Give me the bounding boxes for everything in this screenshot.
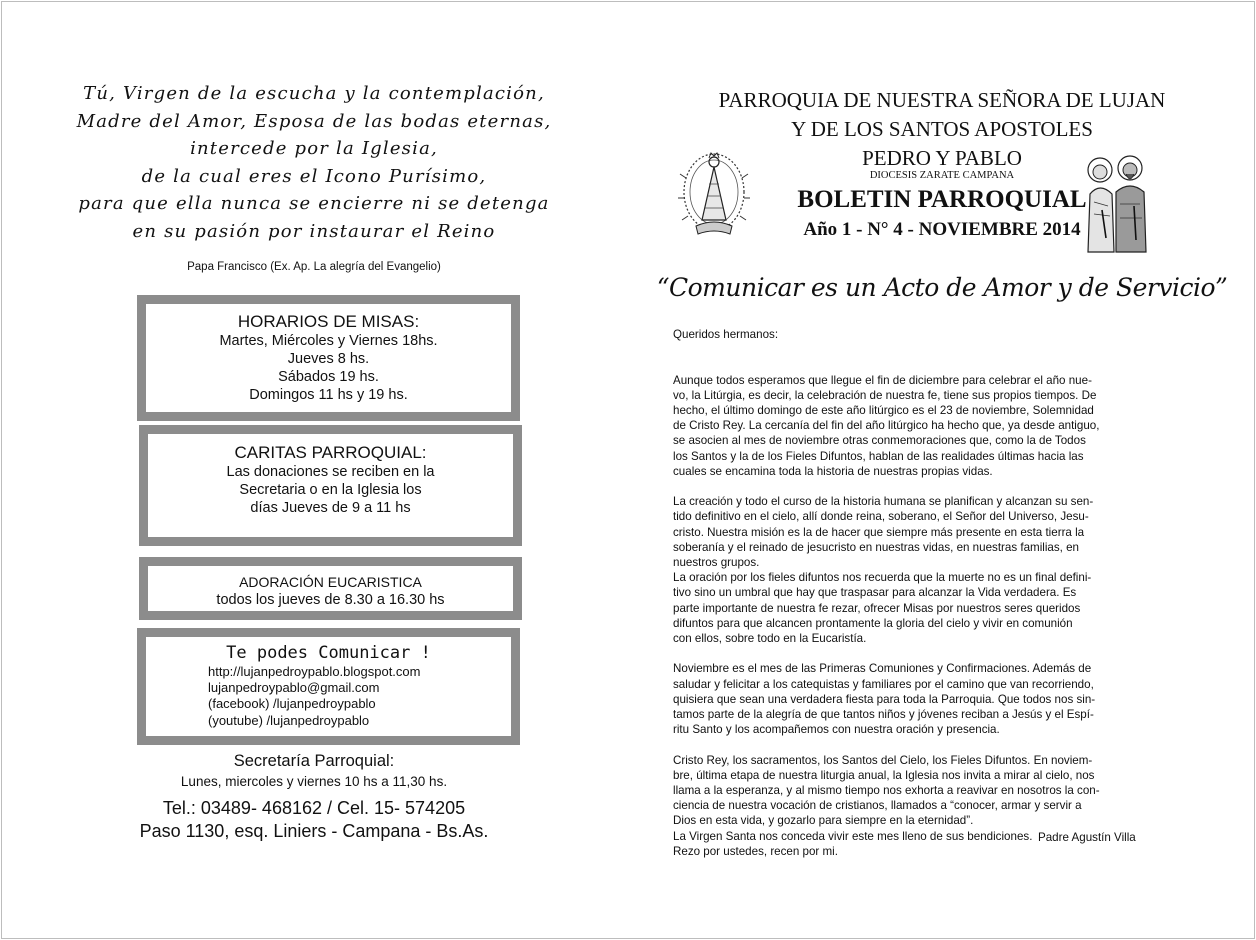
parish-name-line3: PEDRO Y PABLO — [862, 146, 1022, 170]
letter-line: nuestros grupos. — [673, 556, 760, 569]
adoracion-title: ADORACIÓN EUCARISTICA — [239, 574, 422, 590]
letter-greeting: Queridos hermanos: — [673, 328, 779, 341]
caritas-line: días Jueves de 9 a 11 hs — [250, 500, 411, 516]
prayer — [30, 80, 598, 245]
email-link[interactable]: lujanpedroypablo@gmail.com — [208, 680, 380, 696]
adoracion-box — [139, 557, 522, 620]
letter-line: saludar y felicitar a los catequistas y familiares por el camino que van recorriendo, — [673, 677, 1094, 691]
letter-line: tivo sino un umbral que hay que traspasar para alcanzar la Vida verdadera. Es — [673, 586, 1077, 600]
letter-line: La oración por los fieles difuntos nos recuerda que la muerte no es un final defini- — [673, 571, 1092, 585]
misas-title: HORARIOS DE MISAS: — [237, 312, 420, 331]
letter-line: los Santos y la de los Fieles Difuntos, hablan de las realidades últimas hacia las — [673, 449, 1084, 463]
virgin-lujan-icon — [676, 148, 752, 244]
letter-line: Cristo Rey, los sacramentos, los Santos del Cielo, los Fieles Difuntos. En noviem- — [673, 753, 1093, 767]
letter-line: con ellos, sobre todo en la Eucaristía. — [673, 632, 867, 646]
prayer-attribution: Papa Francisco (Ex. Ap. La alegría del Evangelio) — [187, 261, 441, 273]
letter-line: ciencia de nuestra vocación de cristianos, llamados a “conocer, armar y servir a — [673, 799, 1082, 813]
letter-line: ritu Santo y los acompañemos con nuestra oración y presencia. — [673, 723, 1000, 737]
misas-box — [137, 295, 520, 421]
caritas-line: Secretaria o en la Iglesia los — [239, 482, 422, 498]
letter-line: cristo. Nuestra misión es la de hacer que siempre más presente en esta tierra la — [673, 525, 1085, 539]
comunicar-title: Te podes Comunicar ! — [226, 643, 431, 663]
youtube-link[interactable]: (youtube) /lujanpedroypablo — [208, 712, 370, 728]
comunicar-box — [137, 628, 520, 745]
blog-link[interactable]: http://lujanpedroypablo.blogspot.com — [208, 664, 421, 679]
prayer-line: de la cual eres el Icono Purísimo, — [141, 165, 487, 187]
boletin-title: BOLETIN PARROQUIAL — [797, 186, 1087, 213]
caritas-box — [139, 425, 522, 546]
letter-line: parte importante de nuestra fe rezar, ofrecer Misas por nuestros seres queridos — [673, 601, 1081, 615]
edition: Año 1 - N° 4 - NOVIEMBRE 2014 — [803, 219, 1081, 240]
pastoral-letter — [673, 327, 1163, 859]
prayer-line: intercede por la Iglesia, — [190, 138, 438, 159]
letter-line: cuales se encamina toda la historia de nuestras propias vidas. — [673, 464, 993, 478]
misas-line: Domingos 11 hs y 19 hs. — [249, 387, 408, 403]
secretaria-hours: Lunes, miercoles y viernes 10 hs a 11,30 hs. — [180, 774, 448, 789]
secretaria-title: Secretaría Parroquial: — [233, 752, 395, 770]
saints-peter-paul-icon — [1080, 154, 1150, 254]
letter-line: soberanía y el reinado de jesucristo en nuestras vidas, en nuestras familias, en — [673, 540, 1080, 554]
right-panel — [628, 0, 1256, 940]
letter-line: tido definitivo en el cielo, allí donde reina, soberano, el Señor del Universo, Jesu- — [673, 510, 1089, 524]
letter-line: difuntos para que alcancen prontamente la gloria del cielo y vivir en comunión — [673, 616, 1073, 630]
secretaria — [30, 752, 598, 789]
letter-line: Aunque todos esperamos que llegue el fin de diciembre para celebrar el año nue- — [673, 373, 1092, 387]
letter-line: hecho, el último domingo de este año litúrgico es el 23 de noviembre, Solemnidad — [673, 403, 1094, 417]
motto: “Comunicar es un Acto de Amor y de Servicio” — [656, 273, 1228, 302]
facebook-link[interactable]: (facebook) /lujanpedroypablo — [208, 696, 376, 712]
prayer-line: Tú, Virgen de la escucha y la contemplación, — [83, 83, 545, 104]
adoracion-line: todos los jueves de 8.30 a 16.30 hs — [216, 592, 445, 608]
letter-line: Noviembre es el mes de las Primeras Comuniones y Confirmaciones. Además de — [673, 662, 1092, 676]
parish-name-line1: PARROQUIA DE NUESTRA SEÑORA DE LUJAN — [718, 88, 1166, 112]
letter-line: quisiera que sean una verdadera fiesta para toda la Parroquia. Que todos nos sin- — [673, 692, 1096, 706]
letter-line: Rezo por ustedes, recen por mi. — [673, 844, 838, 858]
address: Paso 1130, esq. Liniers - Campana - Bs.As. — [139, 821, 489, 841]
misas-line: Sábados 19 hs. — [278, 369, 379, 385]
contact-info — [30, 797, 598, 843]
caritas-title: CARITAS PARROQUIAL: — [234, 443, 427, 462]
parish-name-line2: Y DE LOS SANTOS APOSTOLES — [791, 117, 1093, 141]
misas-line: Jueves 8 hs. — [287, 351, 370, 367]
caritas-line: Las donaciones se reciben en la — [226, 464, 435, 480]
prayer-line: en su pasión por instaurar el Reino — [132, 220, 496, 242]
letter-line: tamos parte de la alegría de que tantos niños y jóvenes reciban a Jesús y el Espí- — [673, 708, 1094, 722]
prayer-line: para que ella nunca se encierre ni se detenga — [78, 193, 550, 214]
letter-line: llama a la esperanza, y al mismo tiempo nos exhorta a reavivar en nosotros la con- — [673, 784, 1100, 798]
diocesis: DIOCESIS ZARATE CAMPANA — [869, 170, 1015, 181]
phone: Tel.: 03489- 468162 / Cel. 15- 574205 — [162, 798, 466, 818]
letter-line: La creación y todo el curso de la historia humana se planifican y alcanzan su sen- — [673, 495, 1094, 509]
letter-line: bre, última etapa de nuestra liturgia anual, la Iglesia nos invita a mirar al cielo, nos — [673, 768, 1095, 782]
letter-line: vo, la Litúrgia, es decir, la celebración de nuestra fe, tiene sus propios tiempos. De — [673, 388, 1097, 402]
letter-signature: Padre Agustín Villa — [1038, 831, 1136, 844]
prayer-line: Madre del Amor, Esposa de las bodas eternas, — [76, 110, 552, 132]
letter-line: se asocien al mes de noviembre otras conmemoraciones que, como la de Todos — [673, 434, 1086, 448]
letter-line: de Cristo Rey. La cercanía del fin del año litúrgico ha hecho que, ya desde antiguo, — [673, 419, 1100, 433]
misas-line: Martes, Miércoles y Viernes 18hs. — [219, 333, 438, 349]
letter-line: Dios en esta vida, y gozarlo para siempre en la eternidad”. — [673, 814, 974, 828]
letter-line: La Virgen Santa nos conceda vivir este mes lleno de sus bendiciones. — [673, 829, 1033, 843]
